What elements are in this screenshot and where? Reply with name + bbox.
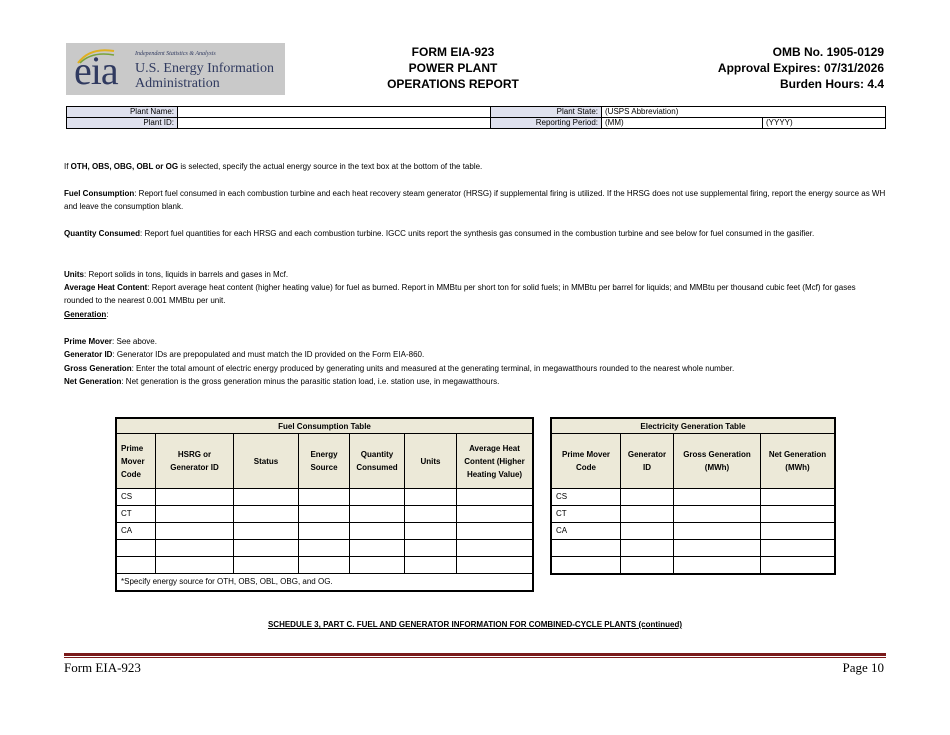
fuel-input-cell[interactable] bbox=[457, 506, 534, 523]
elec-input-cell[interactable] bbox=[674, 557, 761, 575]
fuel-input-cell[interactable] bbox=[234, 506, 299, 523]
burden-hours: Burden Hours: 4.4 bbox=[779, 77, 884, 91]
footer-page-number: Page 10 bbox=[842, 660, 884, 675]
fuel-row-prime-mover[interactable] bbox=[116, 540, 156, 557]
fuel-input-cell[interactable] bbox=[234, 557, 299, 574]
instruction-quantity-consumed: Quantity Consumed: Report fuel quantities for each HRSG and each combustion turbine. IGCC units report the synthesis gas consumed in the combustion turbine and see below for fuel consumed in the gasifier. bbox=[64, 229, 815, 238]
fuel-input-cell[interactable] bbox=[457, 557, 534, 574]
plant-name-field[interactable] bbox=[178, 107, 491, 118]
plant-state-label: Plant State: bbox=[491, 107, 602, 118]
instruction-average-heat-content: Average Heat Content: Report average heat content (higher heating value) for fuel as burned. Report in MMBtu per short ton for solid fuels; in MMBtu per barrel for liquids; and MMBtu per thousand cubic feet (Mcf) for gases rounded to the nearest 0.001 MMBtu per unit. bbox=[64, 283, 856, 305]
fuel-col-units: Units bbox=[405, 434, 457, 489]
fuel-input-cell[interactable] bbox=[405, 523, 457, 540]
fuel-input-cell[interactable] bbox=[457, 540, 534, 557]
fuel-input-cell[interactable] bbox=[405, 557, 457, 574]
elec-col-generator-id: Generator ID bbox=[621, 434, 674, 489]
fuel-col-heat-content: Average Heat Content (Higher Heating Value) bbox=[457, 434, 534, 489]
logo-name-line2: Administration bbox=[135, 76, 220, 91]
fuel-col-quantity: Quantity Consumed bbox=[350, 434, 405, 489]
fuel-input-cell[interactable] bbox=[350, 506, 405, 523]
fuel-input-cell[interactable] bbox=[156, 540, 234, 557]
reporting-month-field[interactable]: (MM) bbox=[602, 118, 763, 129]
fuel-row-prime-mover[interactable] bbox=[116, 557, 156, 574]
fuel-table-row bbox=[116, 523, 533, 540]
schedule-note: SCHEDULE 3, PART C. FUEL AND GENERATOR INFORMATION FOR COMBINED-CYCLE PLANTS (continued) bbox=[267, 620, 683, 629]
footer-form-name: Form EIA-923 bbox=[64, 660, 141, 675]
fuel-input-cell[interactable] bbox=[457, 523, 534, 540]
elec-input-cell[interactable] bbox=[761, 523, 836, 540]
fuel-row-prime-mover: CA bbox=[116, 523, 156, 540]
instruction-net-generation: Net Generation: Net generation is the gross generation minus the parasitic station load, i.e. station use, in megawatthours. bbox=[64, 377, 500, 386]
elec-input-cell[interactable] bbox=[621, 489, 674, 506]
fuel-input-cell[interactable] bbox=[156, 557, 234, 574]
elec-row-prime-mover: CT bbox=[551, 506, 621, 523]
elec-input-cell[interactable] bbox=[761, 489, 836, 506]
form-title-line2: POWER PLANT bbox=[408, 61, 498, 75]
fuel-table-row bbox=[116, 489, 533, 506]
fuel-col-energy-source: Energy Source bbox=[299, 434, 350, 489]
approval-expiration: Approval Expires: 07/31/2026 bbox=[717, 61, 884, 75]
elec-input-cell[interactable] bbox=[621, 540, 674, 557]
fuel-table-footnote[interactable]: *Specify energy source for OTH, OBS, OBL, OBG, and OG. bbox=[116, 574, 533, 592]
elec-col-prime-mover: Prime Mover Code bbox=[551, 434, 621, 489]
elec-input-cell[interactable] bbox=[674, 540, 761, 557]
elec-input-cell[interactable] bbox=[674, 523, 761, 540]
fuel-input-cell[interactable] bbox=[234, 489, 299, 506]
instruction-prime-mover: Prime Mover: See above. bbox=[64, 337, 157, 346]
fuel-input-cell[interactable] bbox=[457, 489, 534, 506]
fuel-input-cell[interactable] bbox=[156, 523, 234, 540]
instruction-gross-generation: Gross Generation: Enter the total amount of electric energy produced by generating units and measured at the generating terminal, in megawatthours rounded to the nearest whole number. bbox=[64, 364, 735, 373]
omb-number: OMB No. 1905-0129 bbox=[772, 45, 884, 59]
elec-table-row bbox=[551, 523, 835, 540]
reporting-year-field[interactable]: (YYYY) bbox=[763, 118, 886, 129]
elec-table-row bbox=[551, 506, 835, 523]
instruction-generation-heading: Generation: bbox=[64, 310, 109, 319]
elec-input-cell[interactable] bbox=[621, 557, 674, 575]
footer-rule-thin bbox=[64, 657, 886, 658]
fuel-input-cell[interactable] bbox=[350, 523, 405, 540]
fuel-col-status: Status bbox=[234, 434, 299, 489]
logo-eia-text: eia bbox=[74, 48, 118, 93]
fuel-row-prime-mover: CT bbox=[116, 506, 156, 523]
elec-input-cell[interactable] bbox=[621, 506, 674, 523]
fuel-input-cell[interactable] bbox=[350, 540, 405, 557]
electricity-generation-table bbox=[550, 417, 836, 575]
instruction-generator-id: Generator ID: Generator IDs are prepopulated and must match the ID provided on the Form EIA-860. bbox=[64, 350, 425, 359]
plant-info-table bbox=[66, 106, 886, 129]
instruction-fuel-consumption: Fuel Consumption: Report fuel consumed in each combustion turbine and each heat recovery steam generator (HRSG) if supplemental firing is utilized. If the HRSG does not use supplemental firing, report the energy source as WH and leave the consumption blank. bbox=[64, 189, 886, 211]
elec-row-prime-mover: CA bbox=[551, 523, 621, 540]
fuel-col-prime-mover: Prime Mover Code bbox=[116, 434, 156, 489]
form-title-line3: OPERATIONS REPORT bbox=[387, 77, 519, 91]
elec-col-net-generation: Net Generation (MWh) bbox=[761, 434, 836, 489]
plant-name-label: Plant Name: bbox=[67, 107, 178, 118]
logo-tagline: Independent Statistics & Analysis bbox=[135, 51, 216, 57]
elec-table-row bbox=[551, 557, 835, 575]
instruction-energy-source: If OTH, OBS, OBG, OBL or OG is selected, specify the actual energy source in the text box at the bottom of the table. bbox=[64, 162, 483, 171]
eia-logo bbox=[66, 43, 285, 95]
elec-row-prime-mover: CS bbox=[551, 489, 621, 506]
elec-input-cell[interactable] bbox=[761, 557, 836, 575]
elec-row-prime-mover[interactable] bbox=[551, 540, 621, 557]
fuel-input-cell[interactable] bbox=[299, 540, 350, 557]
fuel-input-cell[interactable] bbox=[299, 557, 350, 574]
elec-input-cell[interactable] bbox=[761, 540, 836, 557]
fuel-input-cell[interactable] bbox=[405, 506, 457, 523]
fuel-input-cell[interactable] bbox=[405, 540, 457, 557]
elec-col-gross-generation: Gross Generation (MWh) bbox=[674, 434, 761, 489]
fuel-col-generator-id: HSRG or Generator ID bbox=[156, 434, 234, 489]
fuel-table-row bbox=[116, 506, 533, 523]
fuel-input-cell[interactable] bbox=[299, 489, 350, 506]
fuel-input-cell[interactable] bbox=[350, 557, 405, 574]
elec-input-cell[interactable] bbox=[674, 506, 761, 523]
footer-rule bbox=[64, 653, 886, 656]
elec-table-title: Electricity Generation Table bbox=[551, 418, 835, 434]
elec-input-cell[interactable] bbox=[761, 506, 836, 523]
fuel-table-row bbox=[116, 557, 533, 574]
plant-id-label: Plant ID: bbox=[67, 118, 178, 129]
plant-id-field[interactable] bbox=[178, 118, 491, 129]
fuel-input-cell[interactable] bbox=[156, 489, 234, 506]
fuel-table-row bbox=[116, 540, 533, 557]
fuel-input-cell[interactable] bbox=[350, 489, 405, 506]
logo-name-line1: U.S. Energy Information bbox=[135, 61, 274, 76]
instruction-units: Units: Report solids in tons, liquids in barrels and gases in Mcf. bbox=[64, 270, 289, 279]
fuel-consumption-table bbox=[115, 417, 534, 592]
fuel-input-cell[interactable] bbox=[156, 506, 234, 523]
form-number: FORM EIA-923 bbox=[411, 45, 495, 59]
reporting-period-label: Reporting Period: bbox=[491, 118, 602, 129]
elec-table-row bbox=[551, 540, 835, 557]
elec-row-prime-mover[interactable] bbox=[551, 557, 621, 575]
elec-input-cell[interactable] bbox=[621, 523, 674, 540]
fuel-row-prime-mover: CS bbox=[116, 489, 156, 506]
fuel-input-cell[interactable] bbox=[234, 540, 299, 557]
fuel-input-cell[interactable] bbox=[405, 489, 457, 506]
fuel-table-title: Fuel Consumption Table bbox=[116, 418, 533, 434]
fuel-input-cell[interactable] bbox=[234, 523, 299, 540]
plant-state-field[interactable]: (USPS Abbreviation) bbox=[602, 107, 886, 118]
fuel-input-cell[interactable] bbox=[299, 523, 350, 540]
fuel-input-cell[interactable] bbox=[299, 506, 350, 523]
elec-table-row bbox=[551, 489, 835, 506]
elec-input-cell[interactable] bbox=[674, 489, 761, 506]
